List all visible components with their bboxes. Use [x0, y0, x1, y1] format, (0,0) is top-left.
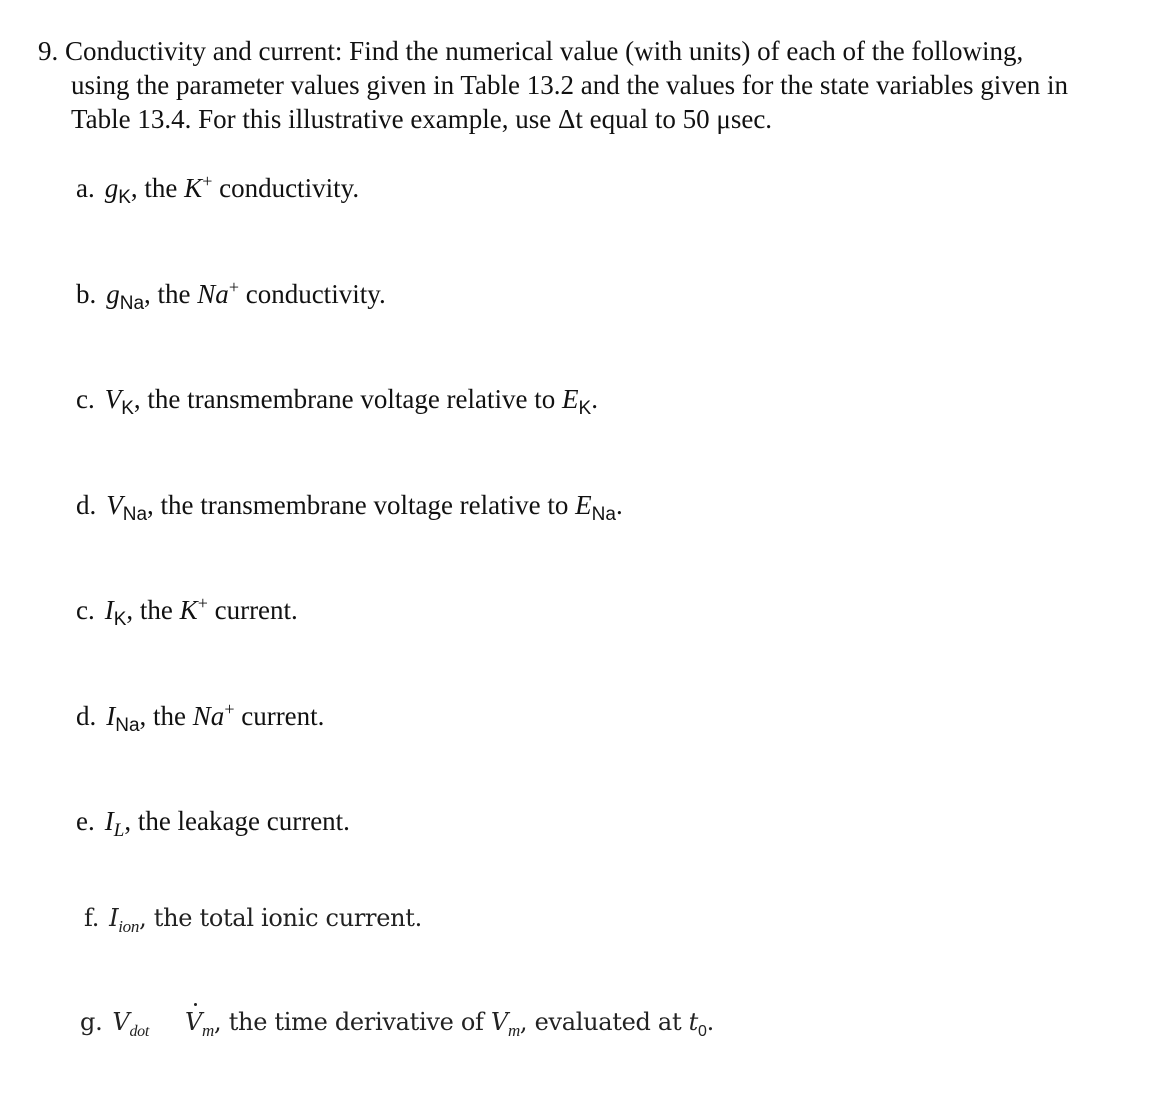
item-label: c. [76, 595, 95, 625]
item-text: , the total ionic current. [139, 904, 422, 932]
item-label: a. [76, 173, 95, 203]
item-text: . [706, 1008, 714, 1036]
symbol-subscript: K [113, 609, 127, 630]
symbol: V [112, 1008, 130, 1036]
symbol-subscript: Na [115, 715, 140, 736]
symbol: V [104, 384, 122, 414]
ion-charge: + [202, 171, 213, 191]
item-d-ina [76, 699, 324, 737]
ion-charge: + [228, 277, 239, 297]
symbol-subscript: ion [118, 917, 140, 936]
item-text-mid: , evaluated at [519, 1008, 689, 1036]
item-text: , the [126, 595, 180, 625]
vdot-subscript: m [202, 1021, 215, 1040]
item-label: g. [80, 1008, 103, 1036]
vdot-symbol: V [185, 1005, 202, 1039]
ion-charge: + [224, 699, 235, 719]
item-d-vna [76, 488, 623, 526]
reference-symbol: V [490, 1008, 508, 1036]
symbol: g [106, 279, 120, 309]
reference-symbol: E [575, 490, 592, 520]
ion-symbol: K [184, 173, 203, 203]
symbol-subscript: dot [129, 1023, 149, 1040]
symbol: I [104, 595, 114, 625]
reference-subscript: K [578, 398, 592, 419]
symbol: I [106, 701, 116, 731]
time-symbol: t [688, 1008, 698, 1036]
item-label: f. [84, 904, 100, 932]
item-e-il [76, 804, 350, 842]
time-subscript: 0 [697, 1023, 707, 1040]
item-label: d. [76, 490, 97, 520]
item-text: current. [207, 595, 298, 625]
item-f-iion [84, 901, 422, 938]
item-b-gna [76, 277, 386, 315]
ion-symbol: Na [197, 279, 229, 309]
symbol-subscript: K [121, 398, 134, 419]
item-text: . [615, 490, 623, 520]
reference-subscript: Na [591, 504, 616, 525]
item-text: , the transmembrane voltage relative to [147, 490, 576, 520]
item-g-vdot [80, 1005, 714, 1043]
symbol-subscript: Na [119, 293, 145, 314]
symbol-subscript: L [113, 820, 125, 841]
item-label: c. [76, 384, 95, 414]
question-line-2: using the parameter values given in Table 13.2 and the values for the state variables given in [71, 70, 1069, 100]
symbol-subscript: Na [122, 504, 148, 525]
item-a-gk [76, 171, 359, 209]
ion-symbol: K [179, 595, 198, 625]
symbol-subscript: K [118, 187, 131, 208]
item-text: , the time derivative of [214, 1008, 491, 1036]
item-text: , the [130, 173, 185, 203]
item-text: , the leakage current. [124, 806, 350, 836]
item-label: e. [76, 806, 95, 836]
symbol: V [106, 490, 123, 520]
ion-symbol: Na [192, 701, 225, 731]
item-text: conductivity. [212, 173, 360, 203]
symbol: I [104, 806, 114, 836]
item-label: d. [76, 701, 97, 731]
item-text: , the transmembrane voltage relative to [133, 384, 563, 414]
item-c-ik [76, 593, 298, 631]
ion-charge: + [197, 593, 208, 613]
item-label: b. [76, 279, 97, 309]
reference-subscript: m [507, 1021, 520, 1040]
item-text: , the [139, 701, 193, 731]
question-statement [38, 34, 1128, 136]
question-line-3: Table 13.4. For this illustrative example, use Δt equal to 50 μsec. [71, 104, 773, 134]
item-text: . [591, 384, 598, 414]
item-text: conductivity. [238, 279, 386, 309]
symbol: I [109, 904, 119, 932]
reference-symbol: E [562, 384, 579, 414]
symbol: g [104, 173, 119, 203]
item-text: current. [234, 701, 325, 731]
item-text: , the [144, 279, 198, 309]
question-line-1: 9. Conductivity and current: Find the numerical value (with units) of each of the following, [38, 36, 1024, 66]
item-c-vk [76, 382, 598, 420]
